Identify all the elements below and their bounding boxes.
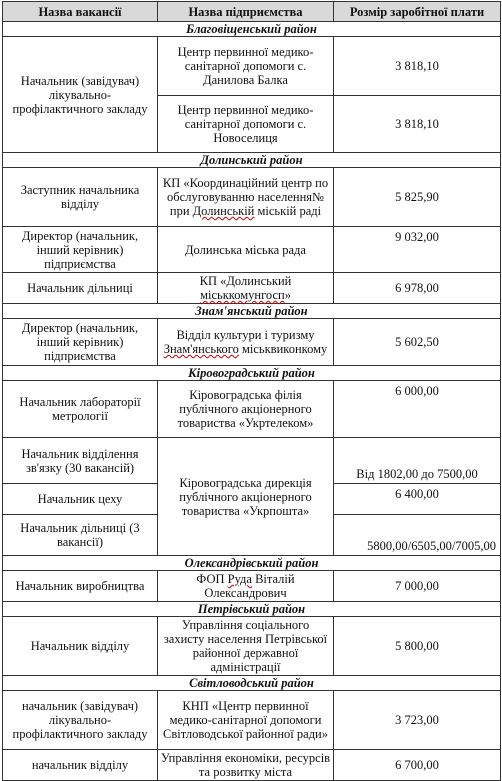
district-name: Світловодський район: [3, 676, 501, 691]
company-cell: Центр первинної медико-санітарної допомоги с. Новоселиця: [158, 96, 334, 153]
district-name: Петрівський район: [3, 602, 501, 617]
district-name: Знам'янський район: [3, 304, 501, 319]
vacancy-cell: Заступник начальника відділу: [3, 168, 158, 227]
district-name: Благовіщенський район: [3, 22, 501, 37]
company-text-marked: Долинській: [192, 204, 255, 218]
table-row: [3, 571, 501, 602]
salary-cell: 5800,00/6505,00/7005,00: [334, 515, 501, 556]
company-cell: Управління економіки, ресурсів та розвитку міста: [158, 750, 334, 781]
vacancy-cell: Начальник (завідувач) лікувально-профілактичного закладу: [3, 37, 158, 153]
vacancies-table: [2, 1, 501, 781]
company-cell: [158, 273, 334, 304]
vacancy-cell: Директор (начальник, інший керівник) підприємства: [3, 319, 158, 366]
company-text-marked: Знам'янського: [163, 342, 239, 356]
salary-cell: 3 723,00: [334, 691, 501, 750]
company-text: Віталій Олександрович: [204, 572, 295, 600]
vacancy-cell: Начальник цеху: [3, 484, 158, 515]
company-cell: [158, 168, 334, 227]
salary-cell: 3 818,10: [334, 37, 501, 96]
company-text: КП «Долинський: [199, 274, 292, 288]
salary-cell: 5 800,00: [334, 617, 501, 676]
vacancy-cell: Начальник лабораторії метрології: [3, 381, 158, 438]
vacancy-cell: Начальник відділу: [3, 617, 158, 676]
salary-cell: 6 400,00: [334, 484, 501, 515]
district-row: [3, 602, 501, 617]
district-row: [3, 676, 501, 691]
company-cell: Управління соціального захисту населення Петрівської районної державної адміністрації: [158, 617, 334, 676]
vacancy-cell: Начальник дільниці (3 вакансії): [3, 515, 158, 556]
district-name: Кіровоградський район: [3, 366, 501, 381]
company-text: КП «Координаційний центр по обслуговуванню населення№ при: [162, 176, 329, 218]
company-text: »: [284, 288, 291, 302]
district-row: [3, 22, 501, 37]
salary-cell: 5 602,50: [334, 319, 501, 366]
salary-cell: 6 978,00: [334, 273, 501, 304]
district-row: [3, 366, 501, 381]
salary-cell: 6 000,00: [334, 381, 501, 438]
company-text-marked: міськкомунгосп: [200, 288, 285, 302]
district-row: [3, 556, 501, 571]
company-cell: [158, 319, 334, 366]
header-salary: Розмір заробітної плати: [334, 2, 501, 22]
company-cell: Центр первинної медико-санітарної допомоги с. Данилова Балка: [158, 37, 334, 96]
table-row: [3, 319, 501, 366]
salary-cell: 7 000,00: [334, 571, 501, 602]
salary-cell: 6 700,00: [334, 750, 501, 781]
salary-cell: 5 825,90: [334, 168, 501, 227]
vacancy-cell: Начальник дільниці: [3, 273, 158, 304]
district-row: [3, 304, 501, 319]
company-text: ФОП: [196, 572, 228, 586]
company-cell: Кіровоградська філія публічного акціонерного товариства «Укртелеком»: [158, 381, 334, 438]
salary-cell: 3 818,10: [334, 96, 501, 153]
company-cell: КНП «Центр первинної медико-санітарної допомоги Світловодської районної ради»: [158, 691, 334, 750]
company-cell: [158, 571, 334, 602]
table-row: [3, 438, 501, 484]
vacancy-cell: начальник відділу: [3, 750, 158, 781]
table-row: [3, 381, 501, 438]
company-text-marked: Руда: [227, 572, 252, 586]
table-row: [3, 617, 501, 676]
vacancy-cell: Начальник виробництва: [3, 571, 158, 602]
table-row: [3, 691, 501, 750]
table-row: [3, 37, 501, 96]
company-cell: Кіровоградська дирекція публічного акціонерного товариства «Укрпошта»: [158, 438, 334, 556]
district-name: Олександрівський район: [3, 556, 501, 571]
company-text: міській раді: [254, 204, 322, 218]
company-cell: Долинська міська рада: [158, 227, 334, 273]
table-row: [3, 750, 501, 781]
table-row: [3, 227, 501, 273]
company-text: Відділ культури і туризму: [176, 328, 315, 342]
vacancy-cell: Директор (начальник, інший керівник) підприємства: [3, 227, 158, 273]
header-row: [3, 2, 501, 22]
company-text: міськвиконкому: [238, 342, 328, 356]
district-row: [3, 153, 501, 168]
salary-cell: Від 1802,00 до 7500,00: [334, 438, 501, 484]
header-company: Назва підприємства: [158, 2, 334, 22]
header-vacancy: Назва вакансії: [3, 2, 158, 22]
vacancy-cell: Начальник відділення зв'язку (30 вакансій): [3, 438, 158, 484]
vacancy-cell: начальник (завідувач) лікувально-профілактичного закладу: [3, 691, 158, 750]
table-row: [3, 168, 501, 227]
table-row: [3, 273, 501, 304]
salary-cell: 9 032,00: [334, 227, 501, 273]
district-name: Долинський район: [3, 153, 501, 168]
